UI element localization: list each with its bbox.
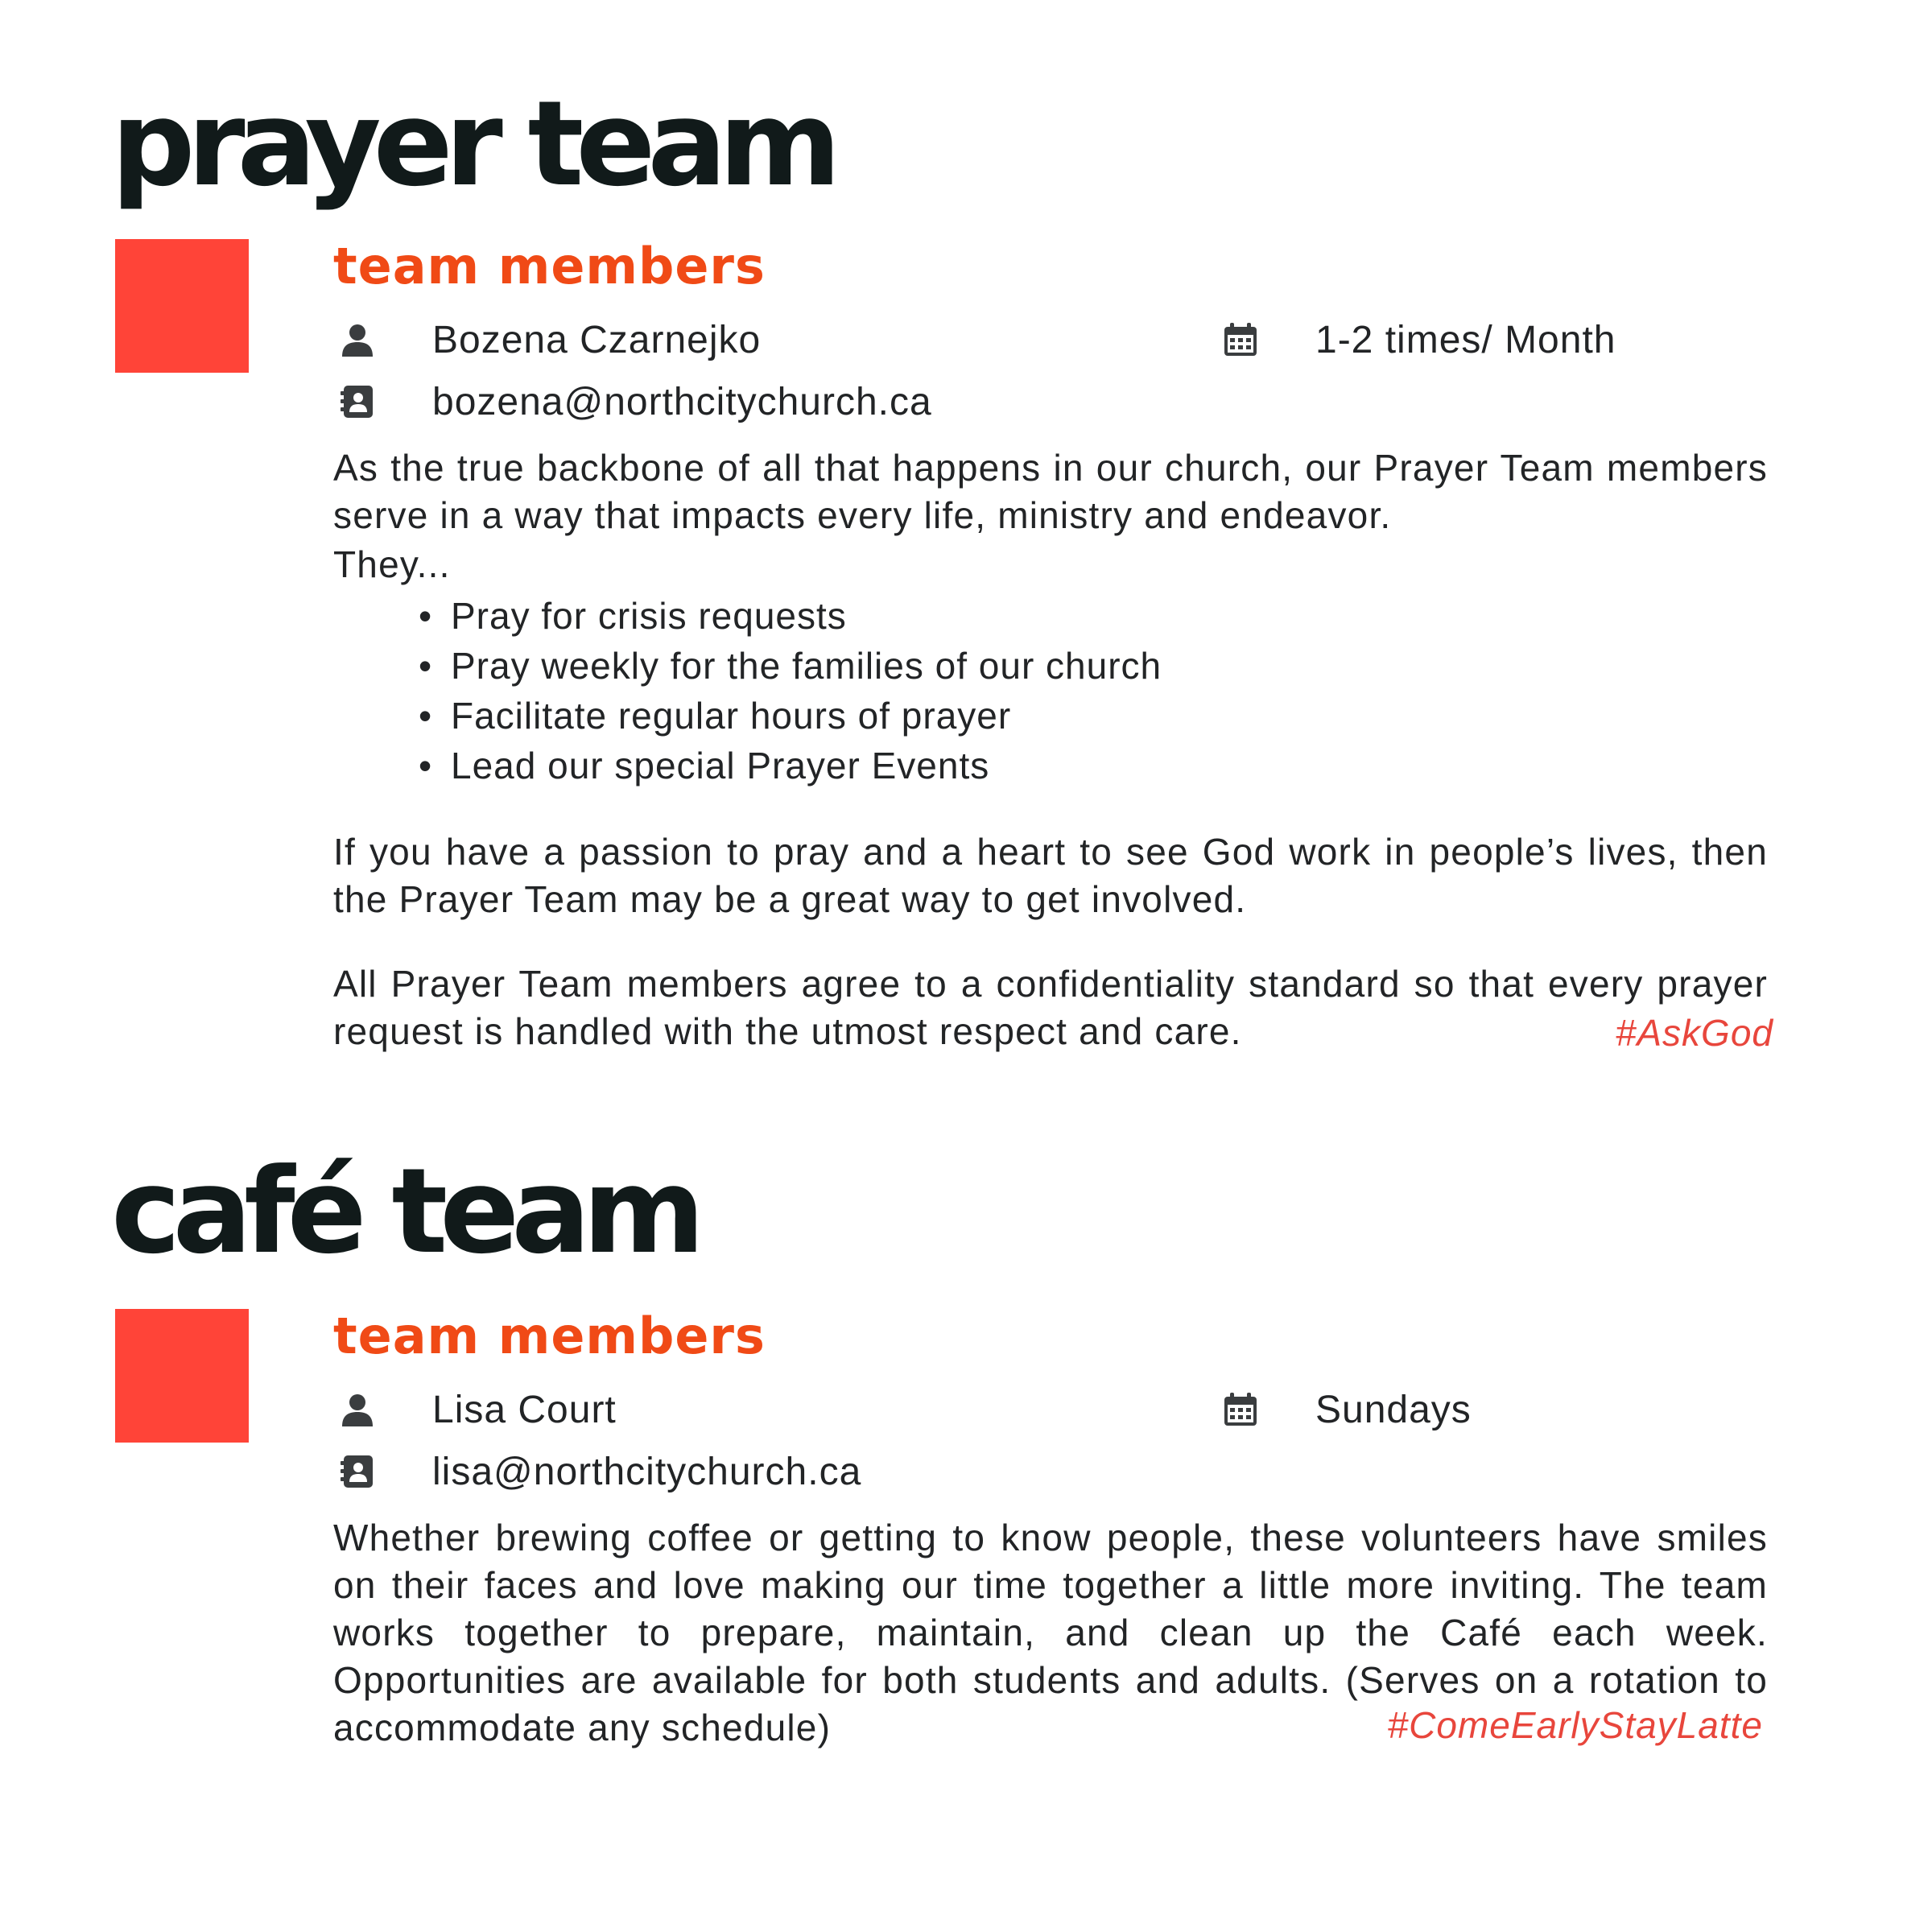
list-item: • Pray for crisis requests — [419, 591, 1162, 641]
list-item: • Pray weekly for the families of our church — [419, 641, 1162, 691]
cafe-frequency-row — [1222, 1385, 1472, 1434]
cafe-description-paragraph: Whether brewing coffee or getting to know people, these volunteers have smiles on their faces and love making our time together a little more inviting. The team works together to prepare, maintain, and clean up the Café each week. Opportunities are available for both students and adults. (Serves on a rotation to accommodate any schedule) — [333, 1517, 1768, 1748]
list-item: • Lead our special Prayer Events — [419, 741, 1162, 791]
prayer-intro-paragraph: As the true backbone of all that happens in our church, our Prayer Team members serve in a way that impacts every life, ministry and endeavor. — [333, 447, 1768, 536]
prayer-contact-name-row — [339, 316, 761, 364]
cafe-team-members-heading: team members — [333, 1307, 766, 1365]
prayer-lead-in: They... — [333, 543, 451, 585]
contact-card-icon — [339, 383, 376, 420]
prayer-accent-square — [115, 239, 249, 373]
cafe-contact-name-row — [339, 1385, 617, 1434]
prayer-frequency: 1-2 times/ Month — [1315, 318, 1616, 361]
prayer-hashtag: #AskGod — [1615, 1012, 1773, 1054]
cafe-email[interactable]: lisa@northcitychurch.ca — [432, 1450, 862, 1493]
prayer-involvement-paragraph: If you have a passion to pray and a heart to see God work in people’s lives, then the Prayer Team may be a great way to get involved. — [333, 831, 1768, 920]
cafe-email-row — [339, 1447, 861, 1496]
prayer-frequency-row — [1222, 316, 1616, 364]
list-item: • Facilitate regular hours of prayer — [419, 691, 1162, 741]
prayer-team-title: prayer team — [111, 76, 834, 213]
calendar-icon — [1222, 1391, 1259, 1428]
cafe-contact-name: Lisa Court — [432, 1388, 617, 1431]
user-icon — [339, 321, 376, 358]
prayer-team-members-heading: team members — [333, 237, 766, 295]
prayer-email-row — [339, 378, 932, 426]
prayer-confidentiality-paragraph: All Prayer Team members agree to a confidentiality standard so that every prayer request is handled with the utmost respect and care. — [333, 963, 1768, 1052]
cafe-hashtag: #ComeEarlyStayLatte — [1387, 1704, 1763, 1746]
user-icon — [339, 1391, 376, 1428]
calendar-icon — [1222, 321, 1259, 358]
cafe-accent-square — [115, 1309, 249, 1443]
cafe-frequency: Sundays — [1315, 1388, 1472, 1431]
prayer-contact-name: Bozena Czarnejko — [432, 318, 762, 361]
prayer-duties-list — [419, 591, 1162, 791]
cafe-team-title: café team — [111, 1143, 697, 1280]
prayer-email[interactable]: bozena@northcitychurch.ca — [432, 380, 932, 423]
contact-card-icon — [339, 1453, 376, 1490]
